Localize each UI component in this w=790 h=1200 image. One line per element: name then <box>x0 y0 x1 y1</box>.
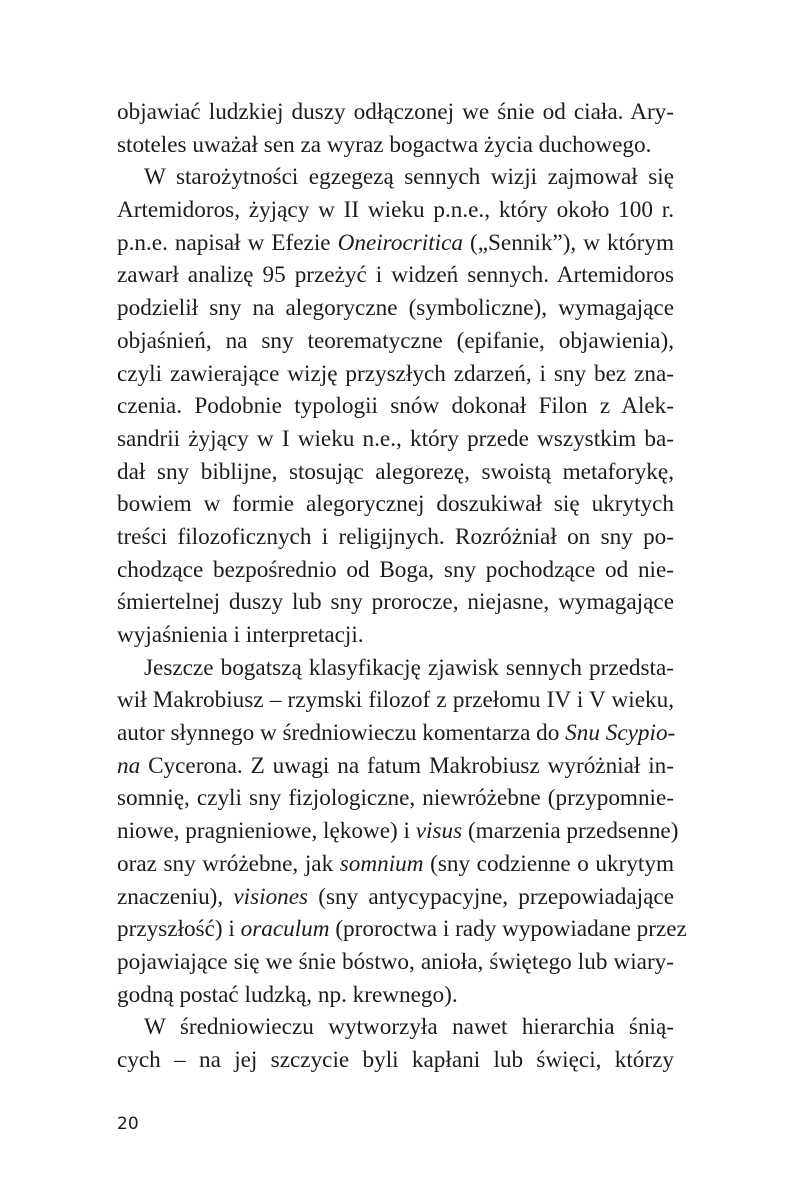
text-run: podzielił sny na alegoryczne (symboliczne), wymagające <box>117 295 674 322</box>
text-run: (sny antycypacyjne, przepowiadające <box>308 883 674 910</box>
text-line <box>117 913 687 946</box>
text-run: (sny codzienne o ukrytym <box>423 850 674 877</box>
text-run: cych – na jej szczycie byli kapłani lub święci, którzy <box>117 1046 674 1073</box>
text-run: („Sennik”), w którym <box>462 229 675 256</box>
paragraph <box>117 652 687 1012</box>
text-line <box>117 782 674 815</box>
text-run: pojawiające się we śnie bóstwo, anioła, świętego lub wiary- <box>117 948 674 975</box>
text-run: p.n.e. napisał w Efezie <box>117 229 338 256</box>
text-line <box>117 456 674 489</box>
body-text <box>117 96 687 1077</box>
text-run: (proroctwa i rady wypowiadane przez <box>329 916 687 943</box>
text-line <box>117 979 674 1012</box>
text-run: zawarł analizę 95 przeżyć i widzeń sennych. Artemidoros <box>117 262 674 289</box>
text-line <box>117 325 674 358</box>
text-run: oraz sny wróżebne, jak <box>117 850 340 877</box>
text-run: niowe, pragnieniowe, lękowe) i <box>117 818 416 845</box>
text-run: autor słynnego w średniowieczu komentarza do <box>117 720 566 747</box>
text-run: objawiać ludzkiej duszy odłączonej we śnie od ciała. Ary- <box>117 99 674 125</box>
text-run: dał sny biblijne, stosując alegorezę, swoistą metaforykę, <box>117 458 674 485</box>
italic-text: na <box>117 752 141 779</box>
text-run: wyjaśnienia i interpretacji. <box>117 622 364 648</box>
text-run: wił Makrobiusz – rzymski filozof z przełomu IV i V wieku, <box>117 687 674 714</box>
text-run: objaśnień, na sny teorematyczne (epifanie, objawienia), <box>117 327 674 354</box>
text-run: Jeszcze bogatszą klasyfikację zjawisk sennych przedsta- <box>144 654 674 681</box>
text-run: godną postać ludzką, np. krewnego). <box>117 981 458 1008</box>
text-line <box>117 259 674 292</box>
paragraph <box>117 1011 674 1076</box>
italic-text: somnium <box>339 850 424 877</box>
text-run: stoteles uważał sen za wyraz bogactwa życia duchowego. <box>117 131 652 158</box>
text-line <box>117 129 674 162</box>
text-run: somnię, czyli sny fizjologiczne, niewróżebne (przypomnie- <box>117 785 674 812</box>
paragraph <box>117 96 674 161</box>
text-run: czenia. Podobnie typologii snów dokonał Filon z Alek- <box>117 393 674 420</box>
text-line <box>117 717 674 750</box>
text-line <box>117 96 674 129</box>
text-line <box>117 292 674 325</box>
italic-text: visus <box>415 818 463 845</box>
italic-text: oraculum <box>240 916 330 943</box>
text-run: W starożytności egzegezą sennych wizji zajmował się <box>144 164 674 191</box>
text-line <box>117 358 674 391</box>
text-run: czyli zawierające wizję przyszłych zdarzeń, i sny bez zna- <box>117 360 674 387</box>
text-line <box>117 815 679 848</box>
text-line <box>117 488 674 521</box>
text-line <box>117 652 674 685</box>
text-line <box>117 1011 674 1044</box>
text-line <box>117 554 674 587</box>
text-line <box>117 161 674 194</box>
text-line <box>117 390 674 423</box>
text-line <box>117 946 674 979</box>
text-line <box>117 423 674 456</box>
text-run: Artemidoros, żyjący w II wieku p.n.e., który około 100 r. <box>117 197 674 224</box>
page-number: 20 <box>117 1114 139 1134</box>
text-line <box>117 684 674 717</box>
text-run: treści filozoficznych i religijnych. Rozróżniał on sny po- <box>117 523 674 550</box>
text-line <box>117 848 674 881</box>
text-run: Cycerona. Z uwagi na fatum Makrobiusz wyróżniał in- <box>140 752 674 779</box>
italic-text: visiones <box>233 883 309 910</box>
text-run: znaczeniu), <box>117 883 234 910</box>
text-line <box>117 881 674 914</box>
text-line <box>117 521 674 554</box>
text-run: sandrii żyjący w I wieku n.e., który przede wszystkim ba- <box>117 425 674 452</box>
italic-text: Oneirocritica <box>337 229 463 256</box>
text-line <box>117 750 674 783</box>
text-run: W średniowieczu wytworzyła nawet hierarchia śnią- <box>144 1014 674 1041</box>
text-line <box>117 194 674 227</box>
italic-text: Snu Scypio- <box>565 720 676 747</box>
text-run: chodzące bezpośrednio od Boga, sny pochodzące od nie- <box>117 556 674 583</box>
text-run: śmiertelnej duszy lub sny prorocze, niejasne, wymagające <box>117 589 674 616</box>
text-line <box>117 227 674 260</box>
text-line <box>117 1044 674 1077</box>
text-line <box>117 586 674 619</box>
text-line <box>117 619 674 652</box>
text-run: (marzenia przedsenne) <box>462 818 679 845</box>
text-run: przyszłość) i <box>117 916 241 943</box>
paragraph <box>117 161 674 651</box>
text-run: bowiem w formie alegorycznej doszukiwał się ukrytych <box>117 491 674 518</box>
